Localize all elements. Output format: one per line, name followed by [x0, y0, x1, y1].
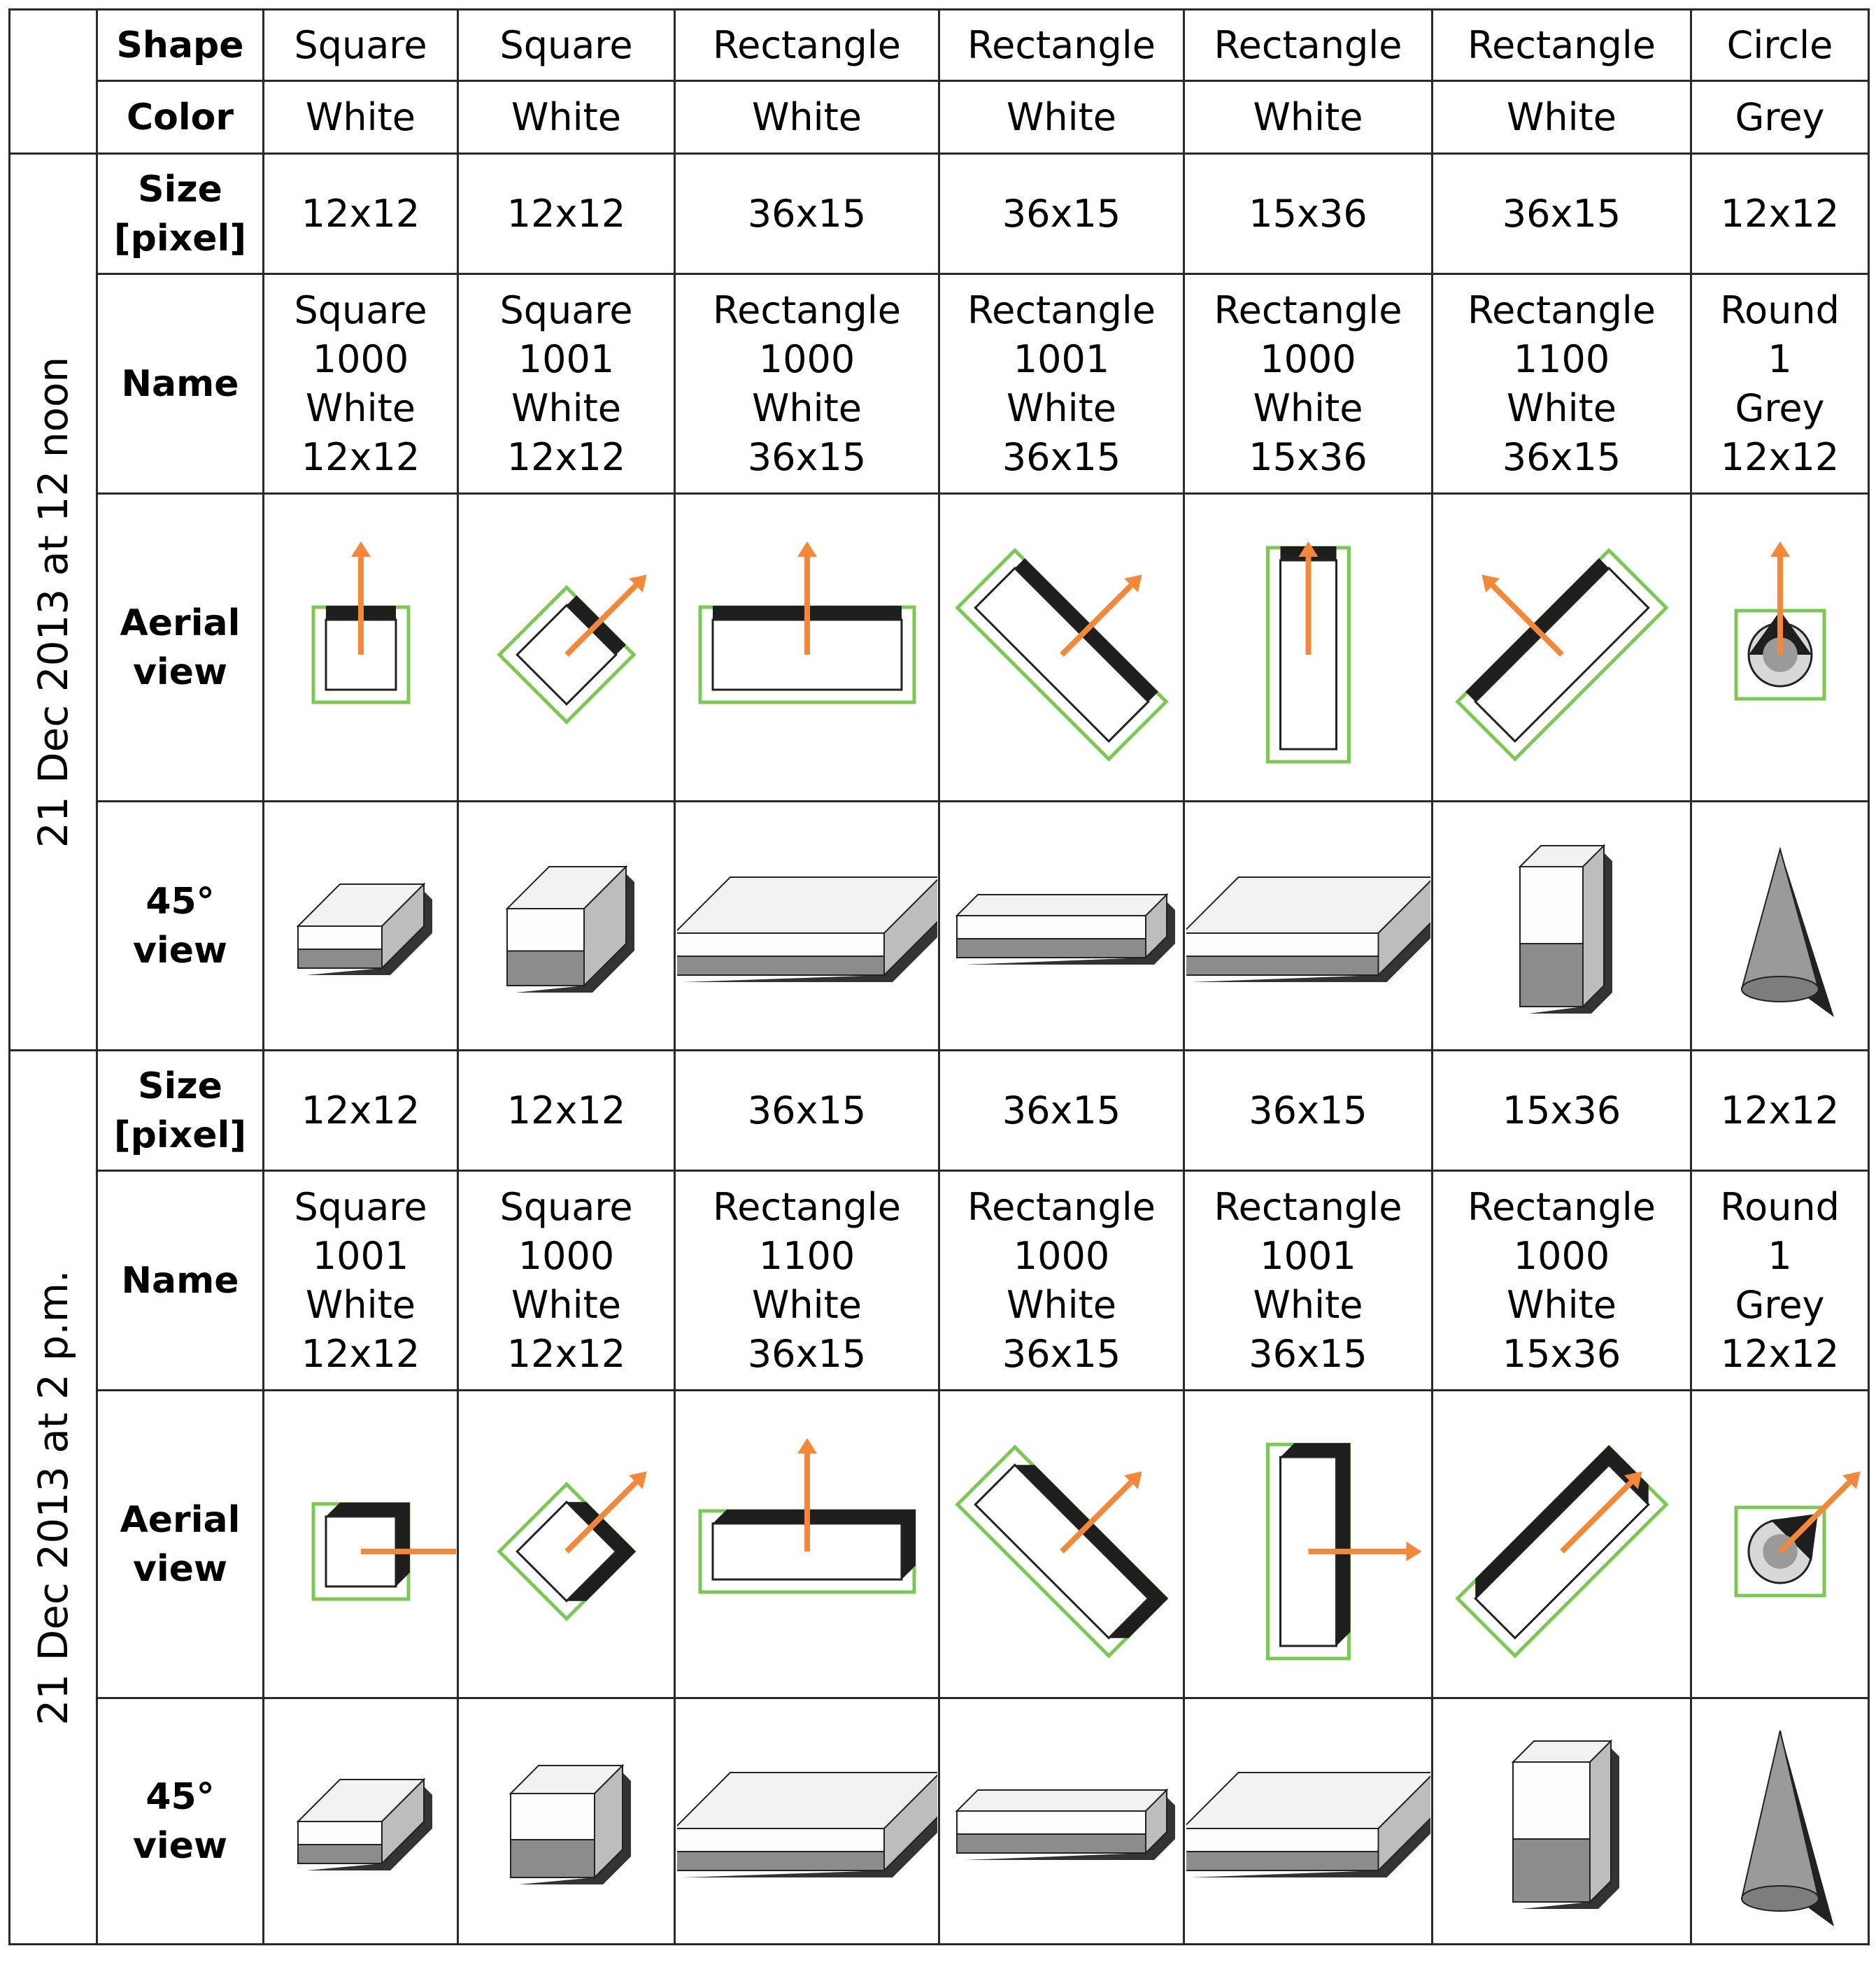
size-row-2 — [10, 1051, 1869, 1171]
name-line: 12x12 — [1720, 434, 1840, 479]
header-row-color — [10, 81, 1869, 154]
shape-cell-6 — [1433, 10, 1691, 81]
name-line: 1100 — [1513, 336, 1610, 381]
aerial-view-icon — [941, 1394, 1182, 1695]
sun-arrow-head-icon — [1770, 541, 1790, 557]
name-cell-1 — [264, 1171, 458, 1391]
group-label-cell-1 — [10, 154, 97, 1051]
isometric-object-icon — [1186, 807, 1430, 1045]
aerial-view-icon — [266, 497, 456, 798]
isometric-lower-face — [677, 956, 884, 975]
shape-cell-2 — [458, 10, 675, 81]
name-cell-6 — [1433, 1171, 1691, 1391]
isometric-lower-face — [298, 949, 382, 968]
isometric-lower-face — [1520, 944, 1583, 1007]
name-cell-2 — [458, 1171, 675, 1391]
size-cell-5 — [1184, 1051, 1433, 1171]
shape-cell-5 — [1184, 10, 1433, 81]
group-time-label: 21 Dec 2013 at 2 p.m. — [29, 1269, 77, 1726]
name-line: Grey — [1735, 385, 1825, 430]
name-row-2 — [10, 1171, 1869, 1391]
isometric-lower-face — [511, 1840, 595, 1877]
aerial-view-icon — [1186, 497, 1430, 798]
name-header-label — [97, 1171, 264, 1391]
aerial-header-text: view — [132, 651, 228, 693]
size-cell-5 — [1184, 154, 1433, 274]
name-line: 12x12 — [1720, 1331, 1840, 1376]
isometric-lower-face — [677, 1852, 884, 1870]
color-value: White — [1006, 94, 1117, 139]
isometric-lower-face — [1186, 1852, 1379, 1870]
name-line: 1000 — [1013, 1233, 1110, 1278]
size-header-text: Size — [138, 168, 222, 211]
isometric-object-icon — [1693, 1703, 1867, 1940]
name-line: Grey — [1735, 1282, 1825, 1327]
view45-cell-2 — [458, 1698, 675, 1945]
view45-row-2 — [10, 1698, 1869, 1945]
name-line: White — [1506, 1282, 1617, 1327]
name-line: 1000 — [518, 1233, 615, 1278]
name-cell-3 — [675, 274, 939, 494]
size-cell-7 — [1691, 1051, 1869, 1171]
size-value: 15x36 — [1502, 1088, 1621, 1132]
isometric-side-face — [1590, 1741, 1611, 1902]
color-value: Grey — [1735, 94, 1825, 139]
name-cell-6 — [1433, 274, 1691, 494]
name-row-1 — [10, 274, 1869, 494]
name-line: 36x15 — [1502, 434, 1621, 479]
aerial-view-icon — [1693, 497, 1867, 798]
sun-arrow-head-icon — [797, 1438, 817, 1454]
shape-header-label — [97, 10, 264, 81]
aerial-header-text: Aerial — [120, 1498, 241, 1541]
name-cell-2 — [458, 274, 675, 494]
aerial-view-icon — [941, 497, 1182, 798]
size-value: 36x15 — [1002, 1088, 1121, 1132]
name-line: White — [1006, 1282, 1117, 1327]
size-value: 12x12 — [1720, 191, 1840, 236]
view45-cell-7 — [1691, 802, 1869, 1051]
name-line: 1 — [1768, 1233, 1792, 1278]
name-line: Rectangle — [1214, 287, 1402, 332]
name-header-text: Name — [121, 1259, 239, 1302]
name-line: White — [751, 385, 862, 430]
view45-header-text: 45° — [145, 1775, 215, 1818]
header-row-shape — [10, 10, 1869, 81]
isometric-lower-face — [957, 1834, 1146, 1853]
isometric-cone-base — [1742, 1886, 1819, 1911]
aerial-view-icon — [460, 1394, 673, 1695]
name-cell-5 — [1184, 274, 1433, 494]
size-cell-6 — [1433, 154, 1691, 274]
size-cell-2 — [458, 1051, 675, 1171]
name-line: 1000 — [1260, 336, 1356, 381]
view45-cell-3 — [675, 1698, 939, 1945]
name-line: 36x15 — [747, 1331, 867, 1376]
name-line: Square — [499, 287, 633, 332]
size-header-text: [pixel] — [113, 217, 247, 260]
shape-value: Circle — [1726, 22, 1833, 67]
isometric-lower-face — [298, 1845, 382, 1863]
isometric-cone-base — [1742, 977, 1819, 1002]
name-cell-5 — [1184, 1171, 1433, 1391]
size-value: 15x36 — [1249, 191, 1367, 236]
aerial-view-cell-1 — [264, 494, 458, 802]
aerial-view-cell-3 — [675, 1391, 939, 1698]
color-value: White — [1253, 94, 1363, 139]
view45-header-label — [97, 1698, 264, 1945]
name-line: 1001 — [1260, 1233, 1356, 1278]
size-value: 36x15 — [1002, 191, 1121, 236]
view45-cell-4 — [939, 1698, 1184, 1945]
view45-row-1 — [10, 802, 1869, 1051]
aerial-view-cell-2 — [458, 1391, 675, 1698]
color-cell-6 — [1433, 81, 1691, 154]
color-cell-2 — [458, 81, 675, 154]
name-line: 1000 — [1513, 1233, 1610, 1278]
isometric-object-icon — [1186, 1703, 1430, 1940]
shape-value: Rectangle — [713, 22, 901, 67]
aerial-header-label — [97, 1391, 264, 1698]
aerial-view-icon — [677, 1394, 937, 1695]
size-value: 12x12 — [506, 1088, 626, 1132]
view45-header-text: view — [132, 929, 228, 972]
name-line: White — [1253, 1282, 1363, 1327]
name-line: White — [1506, 385, 1617, 430]
view45-header-text: 45° — [145, 880, 215, 923]
shape-value: Square — [499, 22, 633, 67]
name-line: 1100 — [758, 1233, 855, 1278]
name-line: 12x12 — [301, 434, 420, 479]
name-line: 15x36 — [1249, 434, 1367, 479]
name-line: White — [305, 1282, 416, 1327]
isometric-lower-face — [507, 951, 584, 986]
name-line: White — [305, 385, 416, 430]
aerial-row-1 — [10, 494, 1869, 802]
size-row-1 — [10, 154, 1869, 274]
shape-value: Rectangle — [1468, 22, 1656, 67]
aerial-header-text: view — [132, 1547, 228, 1590]
aerial-view-cell-3 — [675, 494, 939, 802]
isometric-object-icon — [1435, 807, 1689, 1045]
name-line: 1000 — [758, 336, 855, 381]
isometric-object-icon — [941, 1703, 1182, 1940]
name-line: Rectangle — [967, 1184, 1156, 1229]
isometric-object-icon — [677, 1703, 937, 1940]
name-line: 12x12 — [506, 1331, 626, 1376]
isometric-object-icon — [941, 807, 1182, 1045]
shape-cell-7 — [1691, 10, 1869, 81]
isometric-object-icon — [460, 807, 673, 1045]
name-line: White — [1006, 385, 1117, 430]
aerial-row-2 — [10, 1391, 1869, 1698]
isometric-lower-face — [1513, 1839, 1590, 1902]
size-cell-1 — [264, 1051, 458, 1171]
aerial-view-icon — [1435, 1394, 1689, 1695]
name-header-label — [97, 274, 264, 494]
color-header-label — [97, 81, 264, 154]
name-line: Round — [1720, 287, 1840, 332]
shape-value: Rectangle — [1214, 22, 1402, 67]
color-cell-7 — [1691, 81, 1869, 154]
size-value: 36x15 — [1249, 1088, 1367, 1132]
shape-header-text: Shape — [116, 24, 244, 66]
size-cell-2 — [458, 154, 675, 274]
size-value: 36x15 — [747, 1088, 867, 1132]
aerial-view-cell-5 — [1184, 1391, 1433, 1698]
isometric-cone-icon — [1742, 1731, 1819, 1898]
isometric-lower-face — [1186, 956, 1379, 975]
size-header-label — [97, 1051, 264, 1171]
name-line: White — [751, 1282, 862, 1327]
isometric-lower-face — [957, 939, 1146, 958]
view45-cell-5 — [1184, 1698, 1433, 1945]
color-cell-1 — [264, 81, 458, 154]
aerial-view-cell-7 — [1691, 1391, 1869, 1698]
size-value: 36x15 — [747, 191, 867, 236]
name-line: Rectangle — [1468, 1184, 1656, 1229]
shape-value: Square — [294, 22, 427, 67]
shape-cell-3 — [675, 10, 939, 81]
size-header-text: Size — [138, 1065, 222, 1107]
shape-value: Rectangle — [967, 22, 1156, 67]
size-cell-4 — [939, 154, 1184, 274]
size-value: 12x12 — [301, 1088, 420, 1132]
name-line: 1 — [1768, 336, 1792, 381]
name-line: Rectangle — [713, 287, 901, 332]
name-line: 1001 — [518, 336, 615, 381]
name-line: Rectangle — [713, 1184, 901, 1229]
name-line: Rectangle — [967, 287, 1156, 332]
aerial-view-icon — [460, 497, 673, 798]
size-cell-4 — [939, 1051, 1184, 1171]
size-value: 12x12 — [506, 191, 626, 236]
group-time-label: 21 Dec 2013 at 12 noon — [29, 356, 77, 848]
aerial-view-cell-5 — [1184, 494, 1433, 802]
view45-cell-6 — [1433, 802, 1691, 1051]
color-cell-3 — [675, 81, 939, 154]
name-line: 36x15 — [1002, 434, 1121, 479]
aerial-view-cell-1 — [264, 1391, 458, 1698]
name-line: 1001 — [312, 1233, 409, 1278]
aerial-view-icon — [266, 1394, 456, 1695]
name-cell-4 — [939, 274, 1184, 494]
shape-attribute-table — [8, 8, 1870, 1945]
color-cell-4 — [939, 81, 1184, 154]
color-header-text: Color — [126, 96, 234, 139]
name-line: Square — [294, 1184, 427, 1229]
name-line: 36x15 — [1002, 1331, 1121, 1376]
size-header-label — [97, 154, 264, 274]
name-cell-3 — [675, 1171, 939, 1391]
group-label-cell-2 — [10, 1051, 97, 1945]
view45-cell-1 — [264, 1698, 458, 1945]
name-line: Square — [294, 287, 427, 332]
size-header-text: [pixel] — [113, 1114, 247, 1156]
isometric-cone-icon — [1742, 849, 1819, 989]
name-line: 1001 — [1013, 336, 1110, 381]
view45-cell-6 — [1433, 1698, 1691, 1945]
aerial-view-cell-4 — [939, 1391, 1184, 1698]
aerial-header-text: Aerial — [120, 602, 241, 644]
name-line: 36x15 — [1249, 1331, 1367, 1376]
view45-cell-7 — [1691, 1698, 1869, 1945]
sun-arrow-head-icon — [1406, 1542, 1421, 1561]
isometric-top-face — [957, 895, 1167, 916]
isometric-object-icon — [460, 1703, 673, 1940]
isometric-top-face — [957, 1790, 1167, 1811]
view45-cell-4 — [939, 802, 1184, 1051]
name-cell-1 — [264, 274, 458, 494]
aerial-view-icon — [677, 497, 937, 798]
name-line: 1000 — [312, 336, 409, 381]
sun-arrow-head-icon — [797, 541, 817, 557]
name-cell-7 — [1691, 1171, 1869, 1391]
view45-cell-3 — [675, 802, 939, 1051]
color-value: White — [751, 94, 862, 139]
size-cell-7 — [1691, 154, 1869, 274]
sun-direction-arrow-icon — [1780, 1482, 1849, 1551]
aerial-view-cell-6 — [1433, 494, 1691, 802]
color-value: White — [1506, 94, 1617, 139]
name-line: 12x12 — [301, 1331, 420, 1376]
name-line: Square — [499, 1184, 633, 1229]
size-cell-3 — [675, 154, 939, 274]
aerial-view-icon — [1435, 497, 1689, 798]
isometric-object-icon — [677, 807, 937, 1045]
aerial-view-icon — [1693, 1394, 1867, 1695]
aerial-header-label — [97, 494, 264, 802]
view45-cell-5 — [1184, 802, 1433, 1051]
color-value: White — [305, 94, 416, 139]
view45-cell-1 — [264, 802, 458, 1051]
name-line: Rectangle — [1214, 1184, 1402, 1229]
name-header-text: Name — [121, 362, 239, 405]
size-value: 36x15 — [1502, 191, 1621, 236]
name-line: 12x12 — [506, 434, 626, 479]
isometric-object-icon — [1693, 807, 1867, 1045]
corner-cell — [10, 10, 97, 154]
view45-header-label — [97, 802, 264, 1051]
name-line: 36x15 — [747, 434, 867, 479]
isometric-object-icon — [266, 807, 456, 1045]
isometric-object-icon — [266, 1703, 456, 1940]
name-line: Round — [1720, 1184, 1840, 1229]
color-value: White — [511, 94, 622, 139]
shape-cell-4 — [939, 10, 1184, 81]
name-line: White — [1253, 385, 1363, 430]
view45-cell-2 — [458, 802, 675, 1051]
name-line: White — [511, 385, 622, 430]
shape-cell-1 — [264, 10, 458, 81]
size-cell-1 — [264, 154, 458, 274]
aerial-view-icon — [1186, 1394, 1430, 1695]
isometric-side-face — [1583, 846, 1604, 1007]
aerial-view-cell-2 — [458, 494, 675, 802]
name-line: Rectangle — [1468, 287, 1656, 332]
aerial-view-cell-6 — [1433, 1391, 1691, 1698]
name-line: 15x36 — [1502, 1331, 1621, 1376]
size-value: 12x12 — [301, 191, 420, 236]
isometric-object-icon — [1435, 1703, 1689, 1940]
size-cell-3 — [675, 1051, 939, 1171]
view45-header-text: view — [132, 1824, 228, 1867]
name-cell-4 — [939, 1171, 1184, 1391]
aerial-view-cell-4 — [939, 494, 1184, 802]
name-line: White — [511, 1282, 622, 1327]
aerial-view-cell-7 — [1691, 494, 1869, 802]
name-cell-7 — [1691, 274, 1869, 494]
sun-arrow-head-icon — [351, 541, 371, 557]
size-value: 12x12 — [1720, 1088, 1840, 1132]
color-cell-5 — [1184, 81, 1433, 154]
size-cell-6 — [1433, 1051, 1691, 1171]
